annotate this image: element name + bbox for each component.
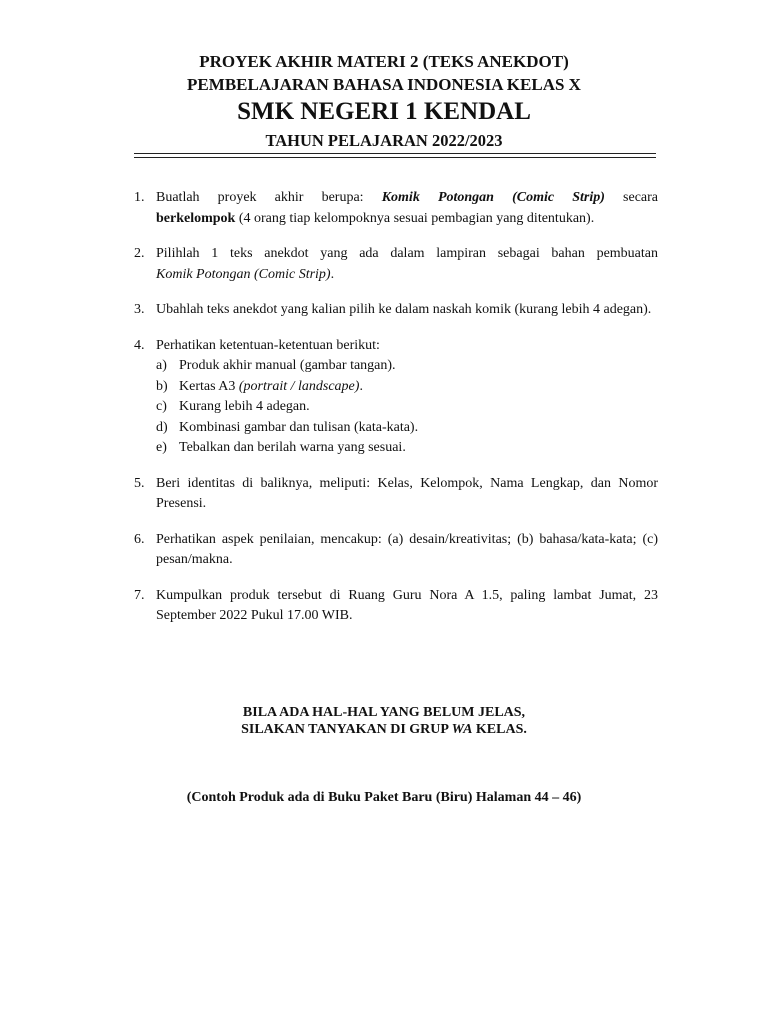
instruction-item-4: 4. Perhatikan ketentuan-ketentuan berikut: a) Produk akhir manual (gambar tangan). b) Kertas A3 (portrait / landscape). c) Kurang lebih 4 adegan. d) Kombinasi gambar dan tulisan (kata-kata). e) Tebalkan dan berilah warna yang sesuai. bbox=[134, 336, 658, 459]
sub-item-c: c) Kurang lebih 4 adegan. bbox=[156, 399, 310, 414]
sub-item-a: a) Produk akhir manual (gambar tangan). bbox=[156, 358, 396, 373]
sub-item-d: d) Kombinasi gambar dan tulisan (kata-kata). bbox=[156, 419, 419, 435]
title-line-1: PROYEK AKHIR MATERI 2 (TEKS ANEKDOT) bbox=[199, 52, 569, 71]
instruction-item-5: 5. Beri identitas di baliknya, meliputi: Kelas, Kelompok, Nama Lengkap, dan Nomor Presensi. bbox=[134, 475, 658, 511]
instruction-item-3: 3. Ubahlah teks anekdot yang kalian pilih ke dalam naskah komik (kurang lebih 4 adegan). bbox=[134, 302, 652, 317]
closing-line-2: SILAKAN TANYAKAN DI GRUP WA KELAS. bbox=[241, 722, 527, 737]
instruction-item-6: 6. Perhatikan aspek penilaian, mencakup: (a) desain/kreativitas; (b) bahasa/kata-kata; (c) pesan/makna. bbox=[134, 531, 658, 567]
instruction-list bbox=[134, 188, 658, 642]
sub-item-e: e) Tebalkan dan berilah warna yang sesuai. bbox=[156, 440, 406, 455]
instruction-item-2: 2. Pilihlah 1 teks anekdot yang ada dalam lampiran sebagai bahan pembuatan Komik Potongan (Comic Strip). bbox=[134, 246, 658, 282]
instruction-item-7: 7. Kumpulkan produk tersebut di Ruang Guru Nora A 1.5, paling lambat Jumat, 23 September 2022 Pukul 17.00 WIB. bbox=[134, 587, 658, 623]
title-line-2: PEMBELAJARAN BAHASA INDONESIA KELAS X bbox=[187, 75, 581, 94]
academic-year: TAHUN PELAJARAN 2022/2023 bbox=[265, 131, 503, 150]
divider-bottom bbox=[134, 157, 656, 158]
sub-item-b: b) Kertas A3 (portrait / landscape). bbox=[156, 378, 363, 394]
example-note: (Contoh Produk ada di Buku Paket Baru (Biru) Halaman 44 – 46) bbox=[186, 790, 582, 805]
school-name: SMK NEGERI 1 KENDAL bbox=[237, 98, 531, 125]
divider-top bbox=[134, 153, 656, 154]
closing-line-1: BILA ADA HAL-HAL YANG BELUM JELAS, bbox=[242, 705, 526, 720]
requirement-sublist bbox=[156, 356, 658, 459]
instruction-item-1: 1. Buatlah proyek akhir berupa: Komik Potongan (Comic Strip) secara berkelompok (4 orang tiap kelompoknya sesuai pembagian yang ditentukan). bbox=[134, 190, 659, 226]
